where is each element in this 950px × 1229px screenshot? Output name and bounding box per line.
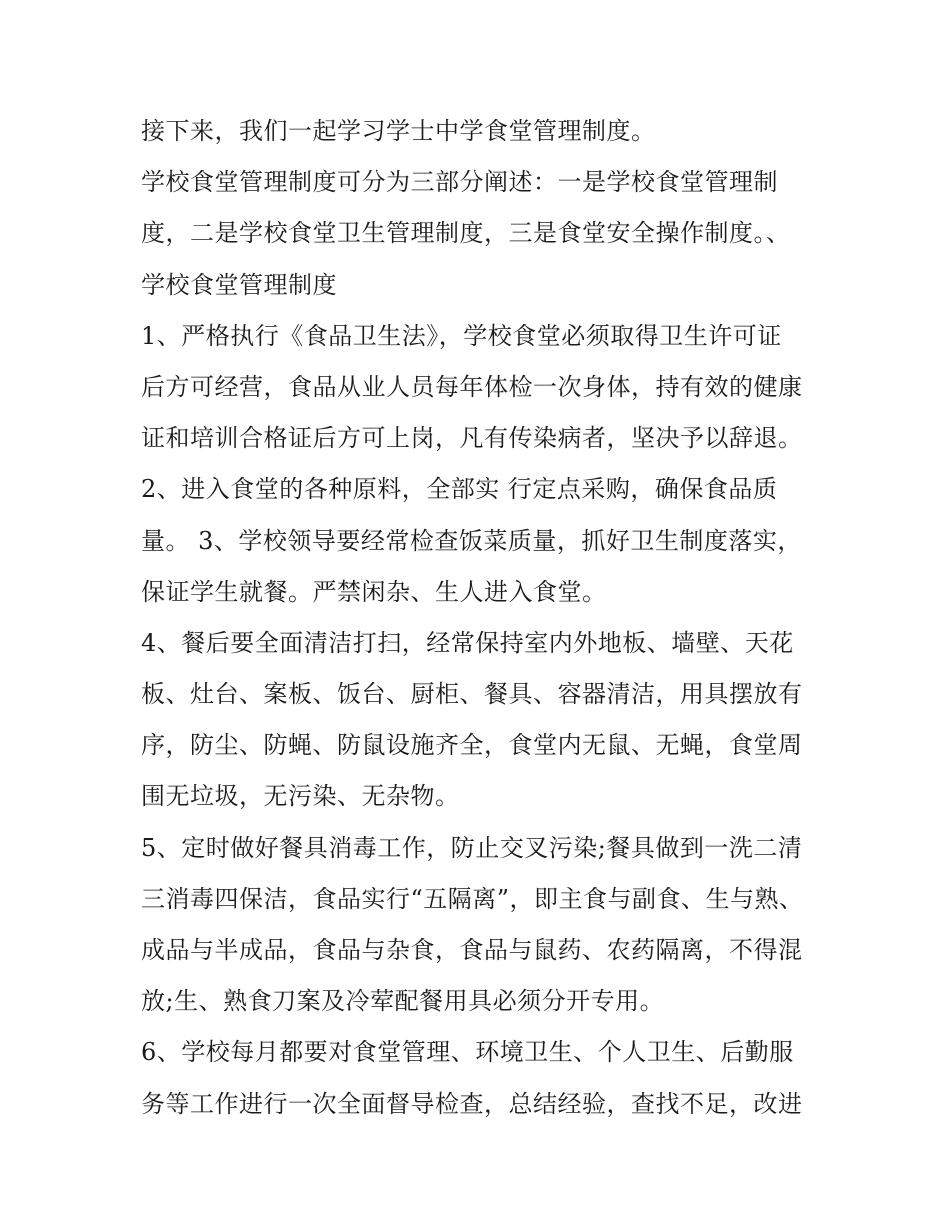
text-line: 后方可经营，食品从业人员每年体检一次身体，持有效的健康: [141, 372, 803, 401]
text-line: 务等工作进行一次全面督导检查，总结经验，查找不足，改进: [141, 1089, 803, 1118]
text-line: 2、进入食堂的各种原料，全部实 行定点采购，确保食品质: [141, 475, 778, 504]
text-line: 量。 3、学校领导要经常检查饭菜质量，抓好卫生制度落实，: [141, 526, 802, 555]
text-line: 三消毒四保洁，食品实行“五隔离”，即主食与副食、生与熟、: [141, 884, 804, 913]
text-line: 5、定时做好餐具消毒工作，防止交叉污染;餐具做到一洗二清: [141, 833, 803, 862]
text-line: 6、学校每月都要对食堂管理、环境卫生、个人卫生、后勤服: [141, 1038, 794, 1067]
section-heading: 学校食堂管理制度: [141, 270, 337, 299]
text-line: 成品与半成品，食品与杂食，食品与鼠药、农药隔离，不得混: [141, 936, 803, 964]
text-line: 保证学生就餐。严禁闲杂、生人进入食堂。: [141, 577, 607, 606]
text-line: 放;生、熟食刀案及冷荤配餐用具必须分开专用。: [141, 987, 665, 1016]
text-line: 证和培训合格证后方可上岗，凡有传染病者，坚决予以辞退。: [141, 424, 803, 453]
text-line: 围无垃圾，无污染、无杂物。: [141, 782, 460, 811]
text-line: 4、餐后要全面清洁打扫，经常保持室内外地板、墙壁、天花: [141, 628, 794, 657]
text-line: 接下来，我们一起学习学士中学食堂管理制度。: [141, 117, 656, 145]
text-line: 序，防尘、防蝇、防鼠设施齐全，食堂内无鼠、无蝇，食堂周: [141, 731, 803, 760]
text-line: 度，二是学校食堂卫生管理制度，三是食堂安全操作制度。、: [141, 219, 791, 248]
document-body: [141, 106, 831, 1130]
text-line: 学校食堂管理制度可分为三部分阐述：一是学校食堂管理制: [141, 168, 778, 197]
text-line: 板、灶台、案板、饭台、厨柜、餐具、容器清洁，用具摆放有: [141, 680, 803, 709]
text-line: 1、严格执行《食品卫生法》，学校食堂必须取得卫生许可证: [141, 321, 782, 350]
